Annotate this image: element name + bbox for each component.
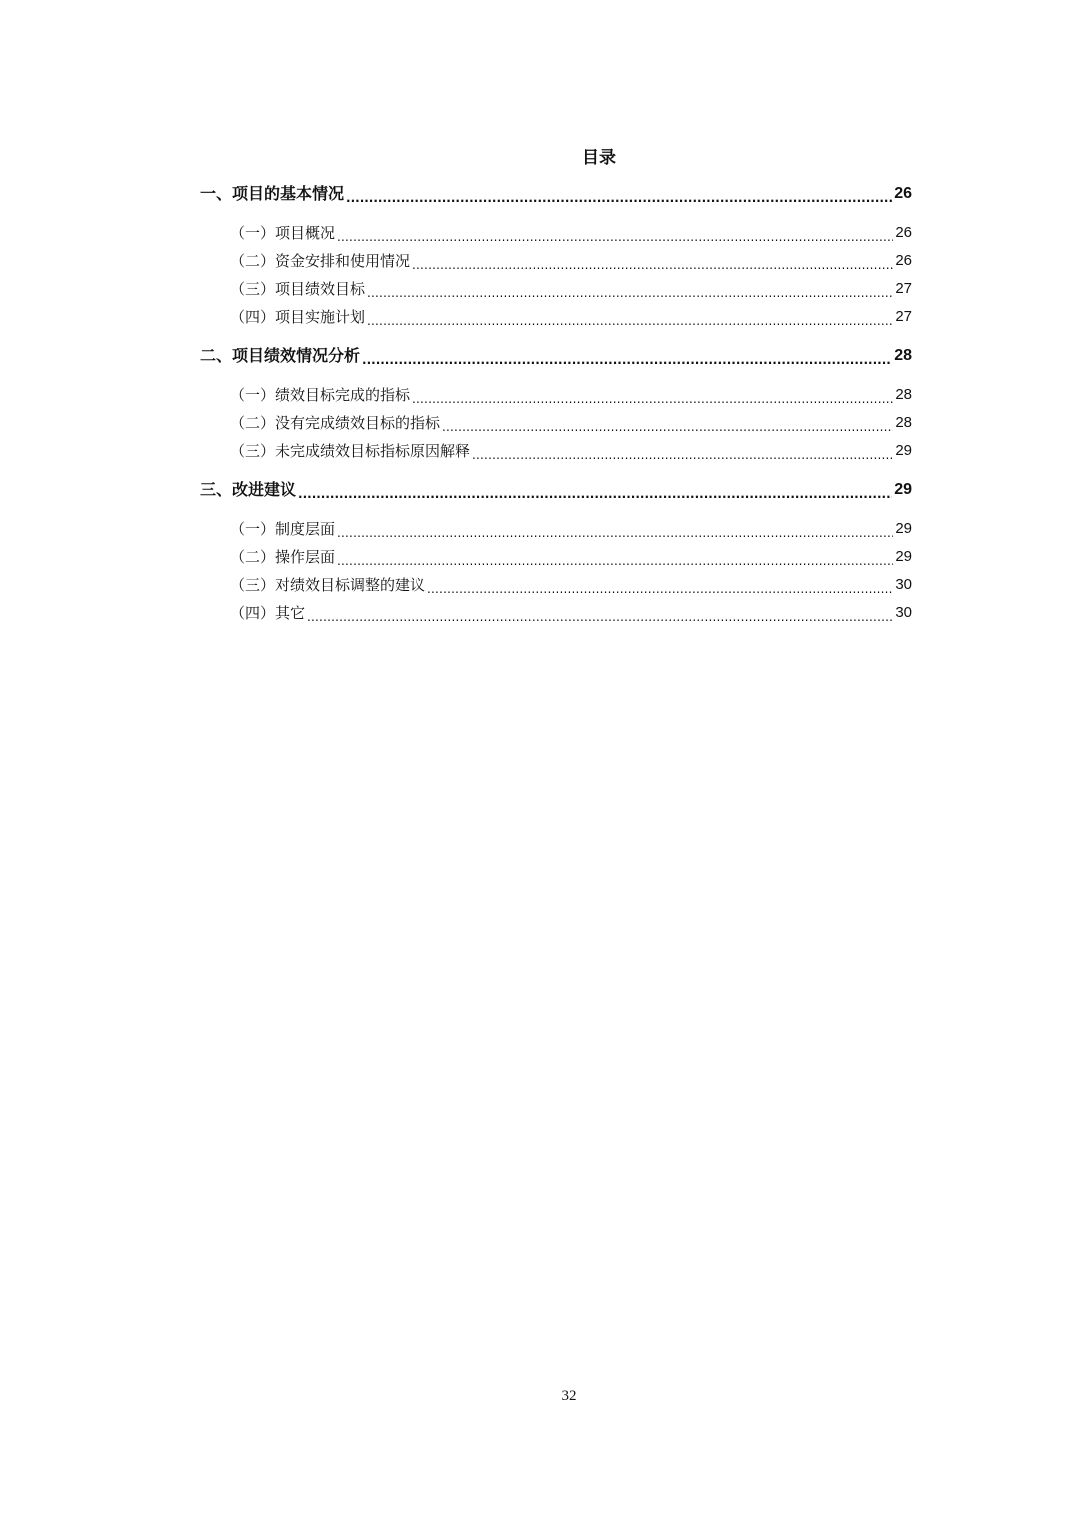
toc-dot-leader bbox=[412, 381, 893, 409]
toc-dot-leader bbox=[427, 571, 893, 599]
toc-dot-leader bbox=[362, 342, 892, 370]
toc-dot-leader bbox=[337, 543, 893, 571]
toc-dot-leader bbox=[346, 180, 892, 208]
toc-entry-2-2[interactable] bbox=[200, 409, 912, 437]
toc-entry-page: 28 bbox=[895, 386, 912, 403]
toc-entry-label: （一）绩效目标完成的指标 bbox=[230, 386, 411, 404]
toc-entry-page: 29 bbox=[894, 481, 912, 498]
toc-entry-3-4[interactable] bbox=[200, 599, 912, 627]
toc-dot-leader bbox=[298, 476, 892, 504]
toc-dot-leader bbox=[307, 599, 893, 627]
toc-entry-2-1[interactable] bbox=[200, 381, 912, 409]
toc-dot-leader bbox=[367, 303, 893, 331]
toc-title: 目录 bbox=[582, 148, 616, 168]
toc-entry-page: 26 bbox=[894, 185, 912, 202]
toc-entry-label: （一）制度层面 bbox=[230, 520, 336, 538]
toc-entry-1-1[interactable] bbox=[200, 219, 912, 247]
toc-entry-label: （三）对绩效目标调整的建议 bbox=[230, 576, 426, 594]
toc-entry-page: 28 bbox=[895, 414, 912, 431]
toc-entry-1-4[interactable] bbox=[200, 303, 912, 331]
toc-entry-section-2[interactable] bbox=[200, 342, 912, 370]
table-of-contents bbox=[200, 180, 912, 627]
toc-entry-label: 一、项目的基本情况 bbox=[200, 184, 345, 203]
toc-entry-page: 26 bbox=[895, 224, 912, 241]
toc-entry-page: 28 bbox=[894, 347, 912, 364]
toc-entry-label: （一）项目概况 bbox=[230, 224, 336, 242]
toc-entry-label: （四）项目实施计划 bbox=[230, 308, 366, 326]
toc-entry-page: 29 bbox=[895, 520, 912, 537]
toc-entry-1-3[interactable] bbox=[200, 275, 912, 303]
toc-entry-label: 三、改进建议 bbox=[200, 480, 297, 499]
toc-entry-section-1[interactable] bbox=[200, 180, 912, 208]
toc-entry-3-3[interactable] bbox=[200, 571, 912, 599]
toc-dot-leader bbox=[337, 219, 893, 247]
toc-entry-label: （四）其它 bbox=[230, 604, 306, 622]
toc-entry-label: （三）项目绩效目标 bbox=[230, 280, 366, 298]
toc-entry-page: 30 bbox=[895, 604, 912, 621]
page-number: 32 bbox=[561, 1388, 577, 1404]
toc-entry-3-2[interactable] bbox=[200, 543, 912, 571]
toc-entry-label: （三）未完成绩效目标指标原因解释 bbox=[230, 442, 471, 460]
toc-dot-leader bbox=[367, 275, 893, 303]
toc-entry-page: 27 bbox=[895, 280, 912, 297]
toc-entry-page: 30 bbox=[895, 576, 912, 593]
toc-entry-page: 29 bbox=[895, 548, 912, 565]
toc-entry-page: 29 bbox=[895, 442, 912, 459]
toc-entry-page: 26 bbox=[895, 252, 912, 269]
toc-entry-page: 27 bbox=[895, 308, 912, 325]
toc-dot-leader bbox=[442, 409, 893, 437]
toc-entry-label: （二）没有完成绩效目标的指标 bbox=[230, 414, 441, 432]
toc-entry-1-2[interactable] bbox=[200, 247, 912, 275]
toc-entry-section-3[interactable] bbox=[200, 476, 912, 504]
toc-dot-leader bbox=[412, 247, 893, 275]
toc-entry-label: （二）资金安排和使用情况 bbox=[230, 252, 411, 270]
toc-entry-label: （二）操作层面 bbox=[230, 548, 336, 566]
toc-dot-leader bbox=[337, 515, 893, 543]
toc-entry-3-1[interactable] bbox=[200, 515, 912, 543]
toc-entry-label: 二、项目绩效情况分析 bbox=[200, 346, 361, 365]
toc-entry-2-3[interactable] bbox=[200, 437, 912, 465]
toc-dot-leader bbox=[472, 437, 893, 465]
